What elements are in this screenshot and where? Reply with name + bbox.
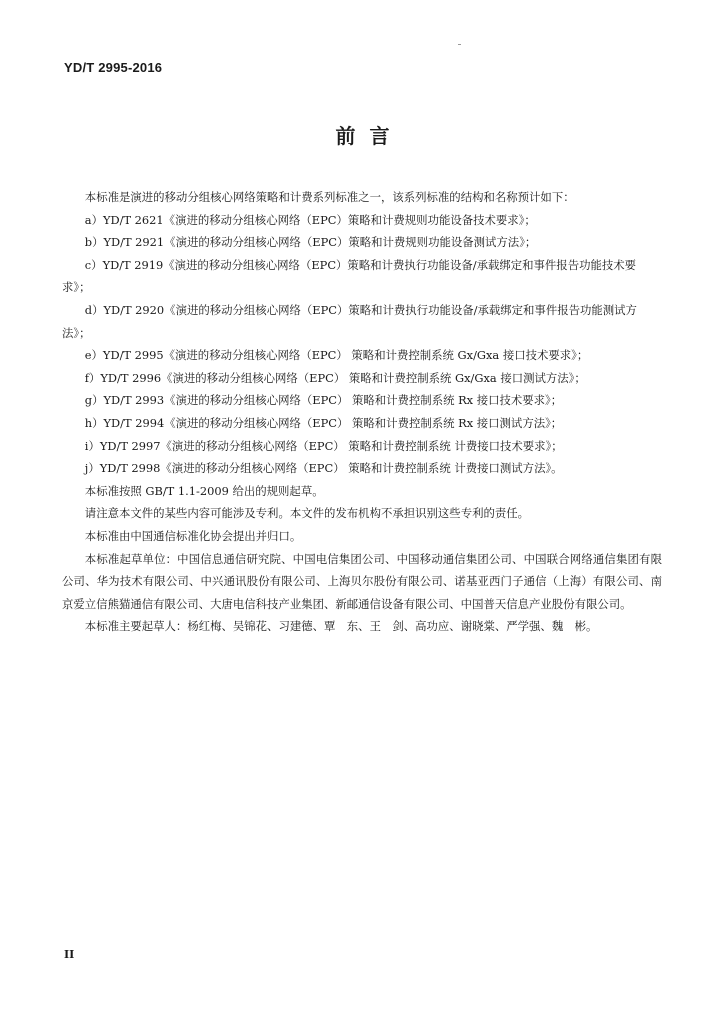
standard-number: YD/T 2995-2016 xyxy=(64,60,163,75)
list-item: c）YD/T 2919《演进的移动分组核心网络（EPC）策略和计费执行功能设备/承载绑定和事件报告功能技术要求》； xyxy=(62,257,637,295)
list-item: d）YD/T 2920《演进的移动分组核心网络（EPC）策略和计费执行功能设备/承载绑定和事件报告功能测试方法》； xyxy=(62,302,637,340)
list-item: g）YD/T 2993《演进的移动分组核心网络（EPC） 策略和计费控制系统 Rx 接口技术要求》； xyxy=(84,393,563,408)
list-item: f）YD/T 2996《演进的移动分组核心网络（EPC） 策略和计费控制系统 Gx/Gxa 接口测试方法》； xyxy=(84,370,586,385)
foreword-body xyxy=(62,186,662,638)
page-title: 前 言 xyxy=(335,124,390,148)
patent-notice-paragraph: 请注意本文件的某些内容可能涉及专利。本文件的发布机构不承担识别这些专利的责任。 xyxy=(84,506,530,521)
list-item: i）YD/T 2997《演进的移动分组核心网络（EPC） 策略和计费控制系统 计费接口技术要求》； xyxy=(84,438,563,453)
list-item: e）YD/T 2995《演进的移动分组核心网络（EPC） 策略和计费控制系统 Gx/Gxa 接口技术要求》； xyxy=(84,348,589,363)
proposer-paragraph: 本标准由中国通信标准化协会提出并归口。 xyxy=(84,528,302,543)
intro-paragraph: 本标准是演进的移动分组核心网络策略和计费系列标准之一，该系列标准的结构和名称预计如下： xyxy=(84,190,575,204)
list-item: h）YD/T 2994《演进的移动分组核心网络（EPC） 策略和计费控制系统 Rx 接口测试方法》； xyxy=(84,415,563,430)
drafting-units-paragraph: 本标准起草单位：中国信息通信研究院、中国电信集团公司、中国移动通信集团公司、中国联合网络通信集团有限公司、华为技术有限公司、中兴通讯股份有限公司、上海贝尔股份有限公司、诺基亚西门子通信（上海）有限公司、南京爱立信熊猫通信有限公司、大唐电信科技产业集团、新邮通信设备有限公司、中国普天信息产业股份有限公司。 xyxy=(62,551,662,611)
drafters-paragraph: 本标准主要起草人：杨红梅、吴锦花、习建德、覃 东、王 剑、高功应、谢晓棠、严学强、魏 彬。 xyxy=(84,619,598,634)
scan-speck xyxy=(458,44,461,45)
page-number: II xyxy=(64,948,75,961)
list-item: a）YD/T 2621《演进的移动分组核心网络（EPC）策略和计费规则功能设备技术要求》； xyxy=(84,212,536,227)
list-item: j）YD/T 2998《演进的移动分组核心网络（EPC） 策略和计费控制系统 计费接口测试方法》。 xyxy=(84,461,563,476)
drafting-rule-paragraph: 本标准按照 GB/T 1.1-2009 给出的规则起草。 xyxy=(84,483,324,498)
list-item: b）YD/T 2921《演进的移动分组核心网络（EPC）策略和计费规则功能设备测试方法》； xyxy=(84,235,537,250)
